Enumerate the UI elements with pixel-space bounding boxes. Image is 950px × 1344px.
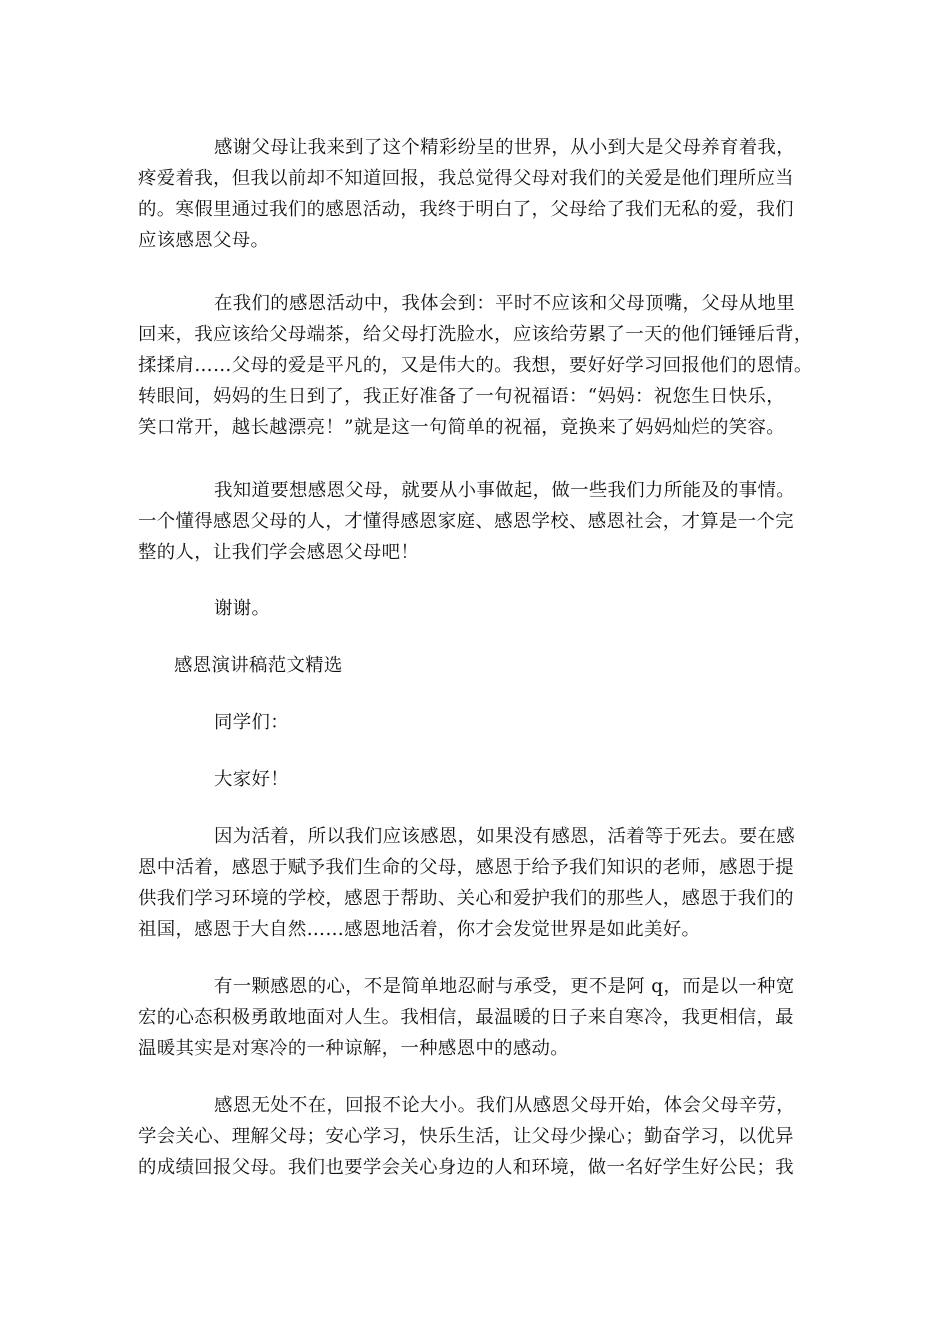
paragraph-living-gratitude [138,821,822,945]
paragraph-line: 回来，我应该给父母端茶，给父母打洗脸水，应该给劳累了一天的他们锤锤后背， [138,324,813,345]
paragraph-line: 宏的心态积极勇敢地面对人生。我相信，最温暖的日子来自寒冷，我更相信，最 [138,1007,794,1028]
paragraph-line: 一个懂得感恩父母的人，才懂得感恩家庭、感恩学校、感恩社会，才算是一个完 [138,511,794,532]
paragraph-line: 感谢父母让我来到了这个精彩纷呈的世界，从小到大是父母养育着我， [214,137,795,158]
paragraph-start-small [138,475,822,568]
paragraph-line: 应该感恩父母。 [138,230,270,251]
paragraph-gratitude-everywhere [138,1090,822,1183]
paragraph-line: 学会关心、理解父母；安心学习，快乐生活，让父母少操心；勤奋学习，以优异 [138,1126,794,1147]
paragraph-line: 温暖其实是对寒冷的一种谅解，一种感恩中的感动。 [138,1038,570,1059]
greeting-everyone [138,764,822,795]
greeting-classmates [138,707,822,738]
paragraph-thanks [138,593,822,624]
paragraph-line: 的成绩回报父母。我们也要学会关心身边的人和环境，做一名好学生好公民；我 [138,1157,794,1178]
paragraph-gratitude-parents [138,132,822,256]
paragraph-line: 供我们学习环境的学校，感恩于帮助、关心和爱护我们的那些人，感恩于我们的 [138,888,794,909]
paragraph-line: 的。寒假里通过我们的感恩活动，我终于明白了，父母给了我们无私的爱，我们 [138,199,794,220]
paragraph-line: 笑口常开，越长越漂亮！”就是这一句简单的祝福，竟换来了妈妈灿烂的笑容。 [138,417,785,438]
paragraph-line: 我知道要想感恩父母，就要从小事做起，做一些我们力所能及的事情。 [214,480,795,501]
paragraph-line: 有一颗感恩的心，不是简单地忍耐与承受，更不是阿 q，而是以一种宽 [214,976,795,997]
paragraph-line: 祖国，感恩于大自然……感恩地活着，你才会发觉世界是如此美好。 [138,919,701,940]
paragraph-line: 大家好！ [214,769,289,790]
paragraph-line: 感恩无处不在，回报不论大小。我们从感恩父母开始，体会父母辛劳， [214,1095,795,1116]
paragraph-line: 转眼间，妈妈的生日到了，我正好准备了一句祝福语：“妈妈：祝您生日快乐， [138,386,785,407]
paragraph-line: 揉揉肩……父母的爱是平凡的，又是伟大的。我想，要好好学习回报他们的恩情。 [138,355,813,376]
paragraph-line: 恩中活着，感恩于赋予我们生命的父母，感恩于给予我们知识的老师，感恩于提 [138,857,794,878]
paragraph-line: 因为活着，所以我们应该感恩，如果没有感恩，活着等于死去。要在感 [214,826,795,847]
paragraph-line: 疼爱着我，但我以前却不知道回报，我总觉得父母对我们的关爱是他们理所应当 [138,168,794,189]
speech-title [138,650,822,681]
paragraph-line: 在我们的感恩活动中，我体会到：平时不应该和父母顶嘴，父母从地里 [214,293,795,314]
paragraph-line: 同学们： [214,712,289,733]
paragraph-activity-reflection [138,288,822,443]
paragraph-line: 谢谢。 [214,598,271,619]
title-line: 感恩演讲稿范文精选 [174,655,343,676]
paragraph-grateful-heart [138,971,822,1064]
paragraph-line: 整的人，让我们学会感恩父母吧！ [138,542,420,563]
